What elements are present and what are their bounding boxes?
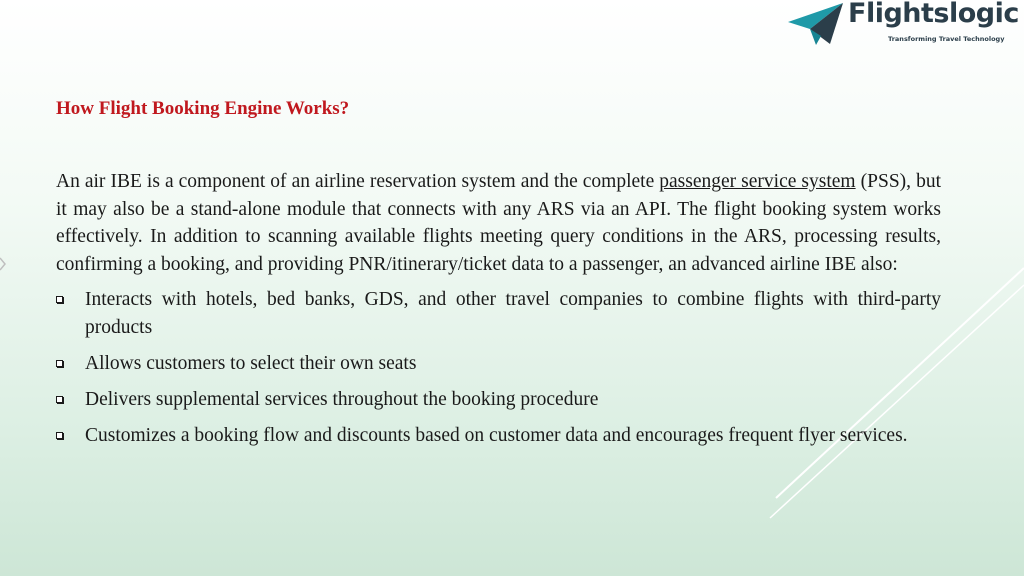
square-bullet-icon (56, 296, 63, 303)
list-item (56, 422, 941, 450)
square-bullet-icon (56, 360, 63, 367)
list-item (56, 286, 941, 341)
left-edge-chevron-icon (0, 258, 5, 270)
square-bullet-icon (56, 432, 63, 439)
logo-tagline: Transforming Travel Technology (888, 35, 1005, 43)
list-item-text: Customizes a booking flow and discounts based on customer data and encourages frequent flyer services. (85, 424, 908, 446)
intro-paragraph (56, 168, 941, 278)
article-body (56, 168, 941, 458)
logo-name: Flightslogic (848, 0, 1019, 29)
list-item-text: Delivers supplemental services throughout the booking procedure (85, 388, 599, 410)
square-bullet-icon (56, 396, 63, 403)
intro-text-end: (PSS), but it may also be a stand-alone module that connects with any ARS via an API. The flight booking system works effectively. In addition to scanning available flights meeting query conditions in the ARS, processing results, confirming a booking, and providing PNR/itinerary/ticket data to a passenger, an advanced airline IBE also: (56, 171, 941, 275)
list-item-text: Interacts with hotels, bed banks, GDS, and other travel companies to combine flights with third-party products (85, 289, 941, 338)
brand-logo (786, 0, 1018, 48)
list-item (56, 386, 941, 414)
pss-link[interactable]: passenger service system (659, 171, 856, 192)
page-heading: How Flight Booking Engine Works? (56, 98, 350, 119)
paper-plane-icon (786, 0, 846, 48)
list-item-text: Allows customers to select their own seats (85, 352, 417, 374)
feature-list (56, 286, 941, 449)
intro-text-start: An air IBE is a component of an airline reservation system and the complete (56, 171, 660, 192)
list-item (56, 350, 941, 378)
